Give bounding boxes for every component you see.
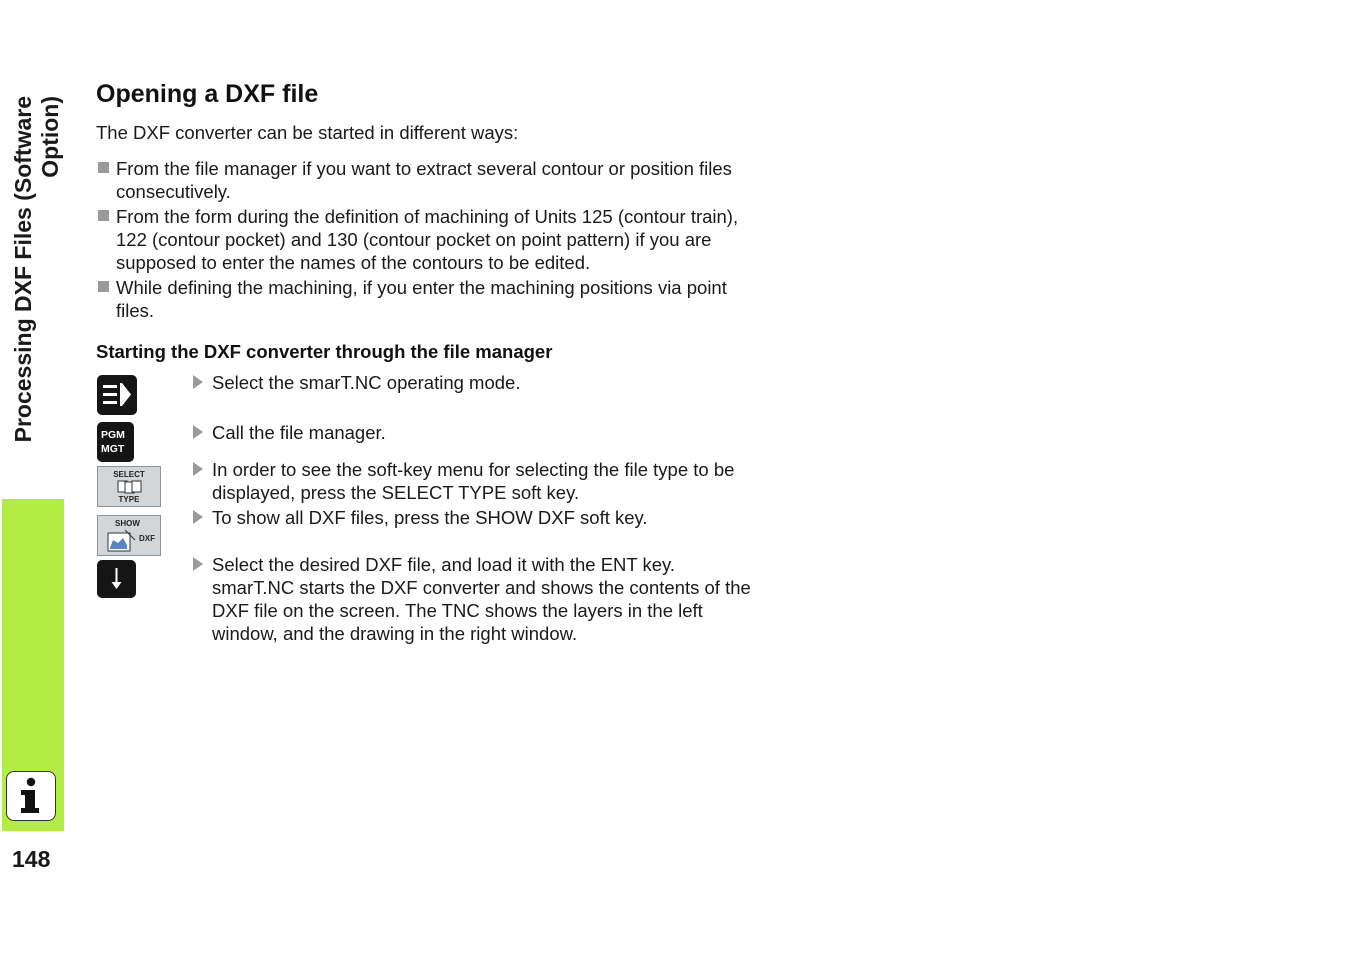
type-softkey-label: TYPE bbox=[118, 495, 140, 504]
bullet-list bbox=[96, 157, 756, 324]
bullet-text: While defining the machining, if you enter the machining positions via point files. bbox=[116, 277, 727, 321]
select-softkey-label: SELECT bbox=[113, 470, 145, 479]
step-select-type bbox=[193, 458, 758, 504]
step-arrow-icon bbox=[193, 462, 203, 476]
step-load-dxf bbox=[193, 553, 758, 645]
chapter-title bbox=[10, 96, 70, 468]
file-type-icon bbox=[117, 480, 143, 494]
smartnc-mode-key-icon bbox=[97, 375, 137, 415]
list-item bbox=[96, 276, 756, 322]
select-type-softkey-icon bbox=[97, 466, 161, 507]
step-show-dxf bbox=[193, 506, 758, 529]
pgm-mgt-key-icon bbox=[97, 422, 134, 462]
show-softkey-label: SHOW bbox=[115, 519, 140, 528]
chapter-title-line-1: Processing DXF Files (Software bbox=[10, 96, 36, 443]
bullet-text: From the file manager if you want to extract several contour or position files consecutively. bbox=[116, 158, 732, 202]
list-item bbox=[96, 157, 756, 203]
page-number: 148 bbox=[12, 846, 51, 872]
step-select-smartnc bbox=[193, 371, 758, 394]
intro-text: The DXF converter can be started in different ways: bbox=[96, 122, 519, 143]
step-arrow-icon bbox=[193, 425, 203, 439]
step-arrow-icon bbox=[193, 510, 203, 524]
dxf-drawing-icon bbox=[107, 528, 137, 554]
step-text: Select the desired DXF file, and load it with the ENT key. smarT.NC starts the DXF converter and shows the contents of the DXF file on the screen. The TNC shows the layers in the left window, and the drawing in the right window. bbox=[212, 554, 751, 644]
bullet-square-icon bbox=[98, 281, 109, 292]
list-item bbox=[96, 205, 756, 274]
step-text: Call the file manager. bbox=[212, 422, 386, 443]
chapter-title-line-2: Option) bbox=[37, 96, 63, 178]
mgt-key-label: MGT bbox=[101, 443, 125, 455]
subsection-heading: Starting the DXF converter through the file manager bbox=[96, 341, 553, 362]
bullet-text: From the form during the definition of machining of Units 125 (contour train), 122 (contour pocket) and 130 (contour pocket on point pattern) if you are supposed to enter the names of the contours to be edited. bbox=[116, 206, 739, 273]
section-heading: Opening a DXF file bbox=[96, 80, 319, 108]
dxf-softkey-label: DXF bbox=[139, 534, 155, 543]
ent-key-icon bbox=[97, 560, 136, 598]
step-text: In order to see the soft-key menu for selecting the file type to be displayed, press the SELECT TYPE soft key. bbox=[212, 459, 735, 503]
step-arrow-icon bbox=[193, 375, 203, 389]
bullet-square-icon bbox=[98, 210, 109, 221]
step-text: To show all DXF files, press the SHOW DXF soft key. bbox=[212, 507, 648, 528]
step-text: Select the smarT.NC operating mode. bbox=[212, 372, 521, 393]
step-arrow-icon bbox=[193, 557, 203, 571]
bullet-square-icon bbox=[98, 162, 109, 173]
step-call-file-manager bbox=[193, 421, 758, 444]
pgm-key-label: PGM bbox=[101, 429, 125, 441]
info-icon bbox=[6, 771, 56, 821]
show-dxf-softkey-icon bbox=[97, 515, 161, 556]
